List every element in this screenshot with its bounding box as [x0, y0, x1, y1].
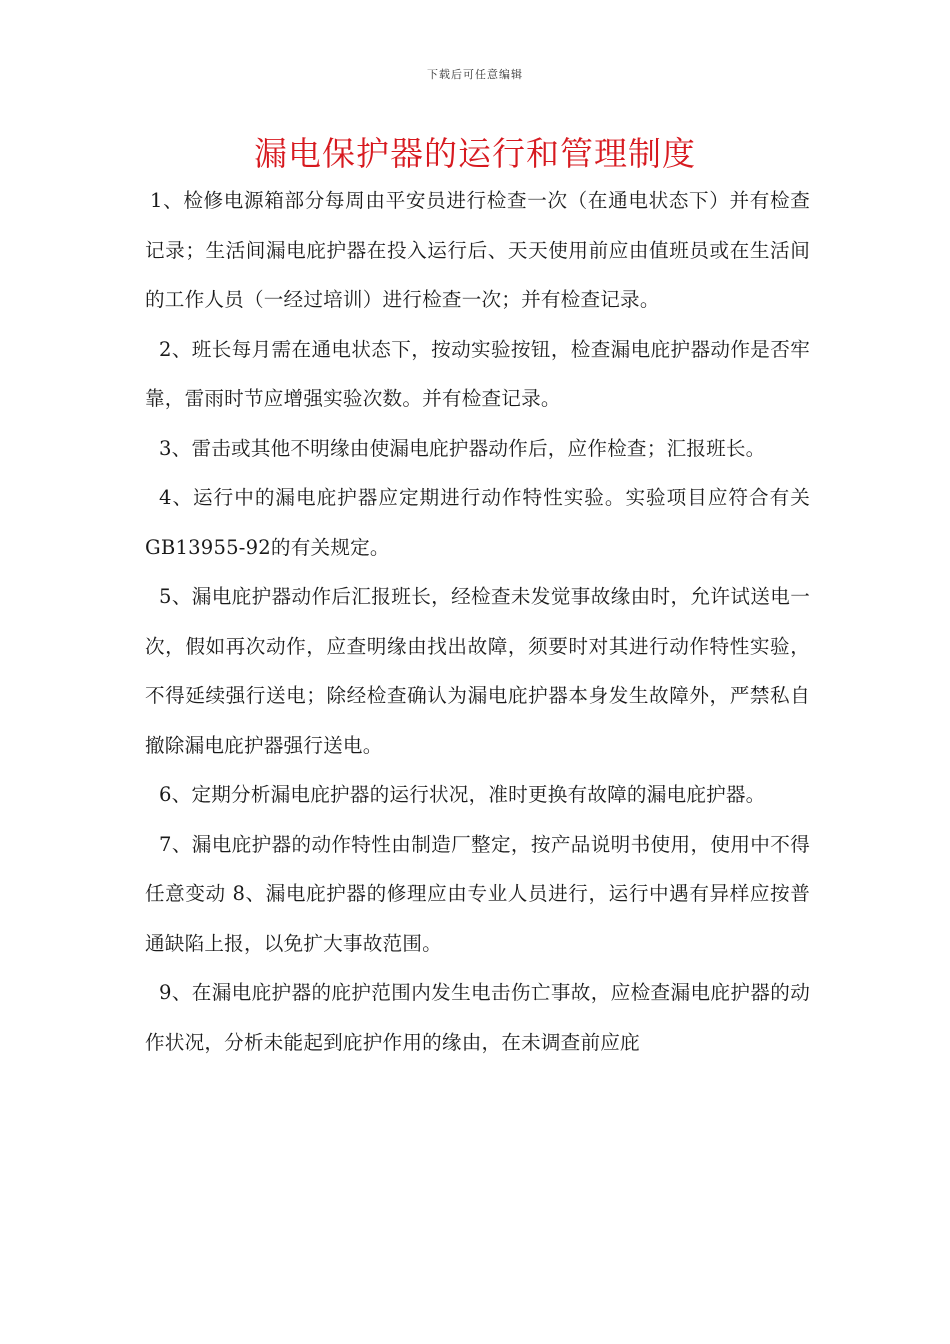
page-header-note: 下载后可任意编辑: [427, 68, 523, 81]
paragraph-7: 7、漏电庇护器的动作特性由制造厂整定，按产品说明书使用，使用中不得任意变动 8、漏电庇护器的修理应由专业人员进行，运行中遇有异样应按普通缺陷上报，以免扩大事故范围。: [145, 832, 810, 955]
paragraph-3: 3、雷击或其他不明缘由使漏电庇护器动作后，应作检查；汇报班长。: [159, 436, 766, 460]
paragraph-5: 5、漏电庇护器动作后汇报班长，经检查未发觉事故缘由时，允许试送电一次，假如再次动作，应查明缘由找出故障，须要时对其进行动作特性实验，不得延续强行送电；除经检查确认为漏电庇护器本身发生故障外，严禁私自撤除漏电庇护器强行送电。: [145, 585, 810, 757]
paragraph-1: 1、检修电源箱部分每周由平安员进行检查一次（在通电状态下）并有检查记录；生活间漏电庇护器在投入运行后、天天使用前应由值班员或在生活间的工作人员（一经过培训）进行检查一次；并有检查记录。: [145, 189, 810, 311]
document-title: 漏电保护器的运行和管理制度: [254, 134, 696, 173]
paragraph-6: 6、定期分析漏电庇护器的运行状况，准时更换有故障的漏电庇护器。: [159, 783, 766, 806]
document-body: [145, 176, 810, 1067]
paragraph-9: 9、在漏电庇护器的庇护范围内发生电击伤亡事故，应检查漏电庇护器的动作状况，分析未能起到庇护作用的缘由，在未调查前应庇: [145, 981, 810, 1054]
paragraph-2: 2、班长每月需在通电状态下，按动实验按钮，检查漏电庇护器动作是否牢靠，雷雨时节应增强实验次数。并有检查记录。: [145, 337, 810, 410]
paragraph-4: 4、运行中的漏电庇护器应定期进行动作特性实验。实验项目应符合有关GB13955-92的有关规定。: [145, 486, 810, 559]
